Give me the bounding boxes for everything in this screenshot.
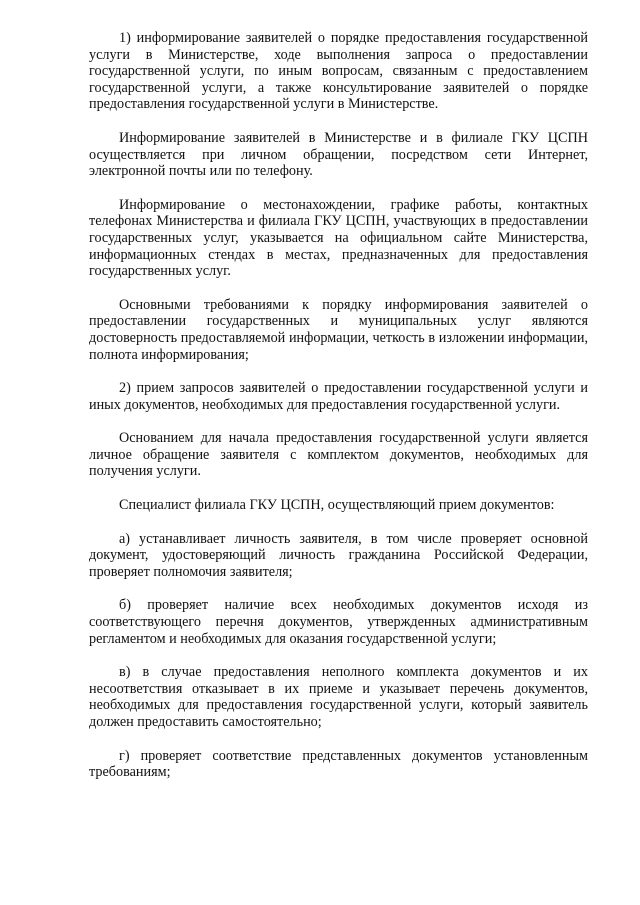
paragraph-3: Информирование о местонахождении, графике работы, контактных телефонах Министерства и филиала ГКУ ЦСПН, участвующих в предоставлении государственных услуг, указывается на официальном сайте Министерства, информационных стендах в местах, предназначенных для предоставления государственных услуг. [89, 196, 588, 280]
paragraph-4: Основными требованиями к порядку информирования заявителей о предоставлении государственных и муниципальных услуг являются достоверность предоставляемой информации, четкость в изложении информации, полнота информирования; [89, 296, 588, 363]
document-body [89, 30, 588, 798]
paragraph-9: б) проверяет наличие всех необходимых документов исходя из соответствующего перечня документов, утвержденных административным регламентом и необходимых для оказания государственной услуги; [89, 597, 588, 647]
paragraph-1: 1) информирование заявителей о порядке предоставления государственной услуги в Министерстве, ходе выполнения запроса о предоставлении государственной услуги, по иным вопросам, связанным с предоставлением государственной услуги, а также консультирование заявителей о порядке предоставления государственной услуги в Министерстве. [89, 30, 588, 113]
paragraph-5: 2) прием запросов заявителей о предоставлении государственной услуги и иных документов, необходимых для предоставления государственной услуги. [89, 380, 588, 413]
paragraph-8: а) устанавливает личность заявителя, в том числе проверяет основной документ, удостоверяющий личность гражданина Российской Федерации, проверяет полномочия заявителя; [89, 530, 588, 580]
paragraph-11: г) проверяет соответствие представленных документов установленным требованиям; [89, 747, 588, 781]
paragraph-7: Специалист филиала ГКУ ЦСПН, осуществляющий прием документов: [119, 497, 555, 514]
paragraph-6: Основанием для начала предоставления государственной услуги является личное обращение заявителя с комплектом документов, необходимых для получения услуги. [89, 430, 588, 480]
paragraph-2: Информирование заявителей в Министерстве и в филиале ГКУ ЦСПН осуществляется при личном обращении, посредством сети Интернет, электронной почты или по телефону. [89, 129, 588, 180]
paragraph-10: в) в случае предоставления неполного комплекта документов и их несоответствия отказывает в их приеме и указывает перечень документов, необходимых для предоставления государственной услуги, который заявитель должен предоставить самостоятельно; [89, 664, 588, 730]
